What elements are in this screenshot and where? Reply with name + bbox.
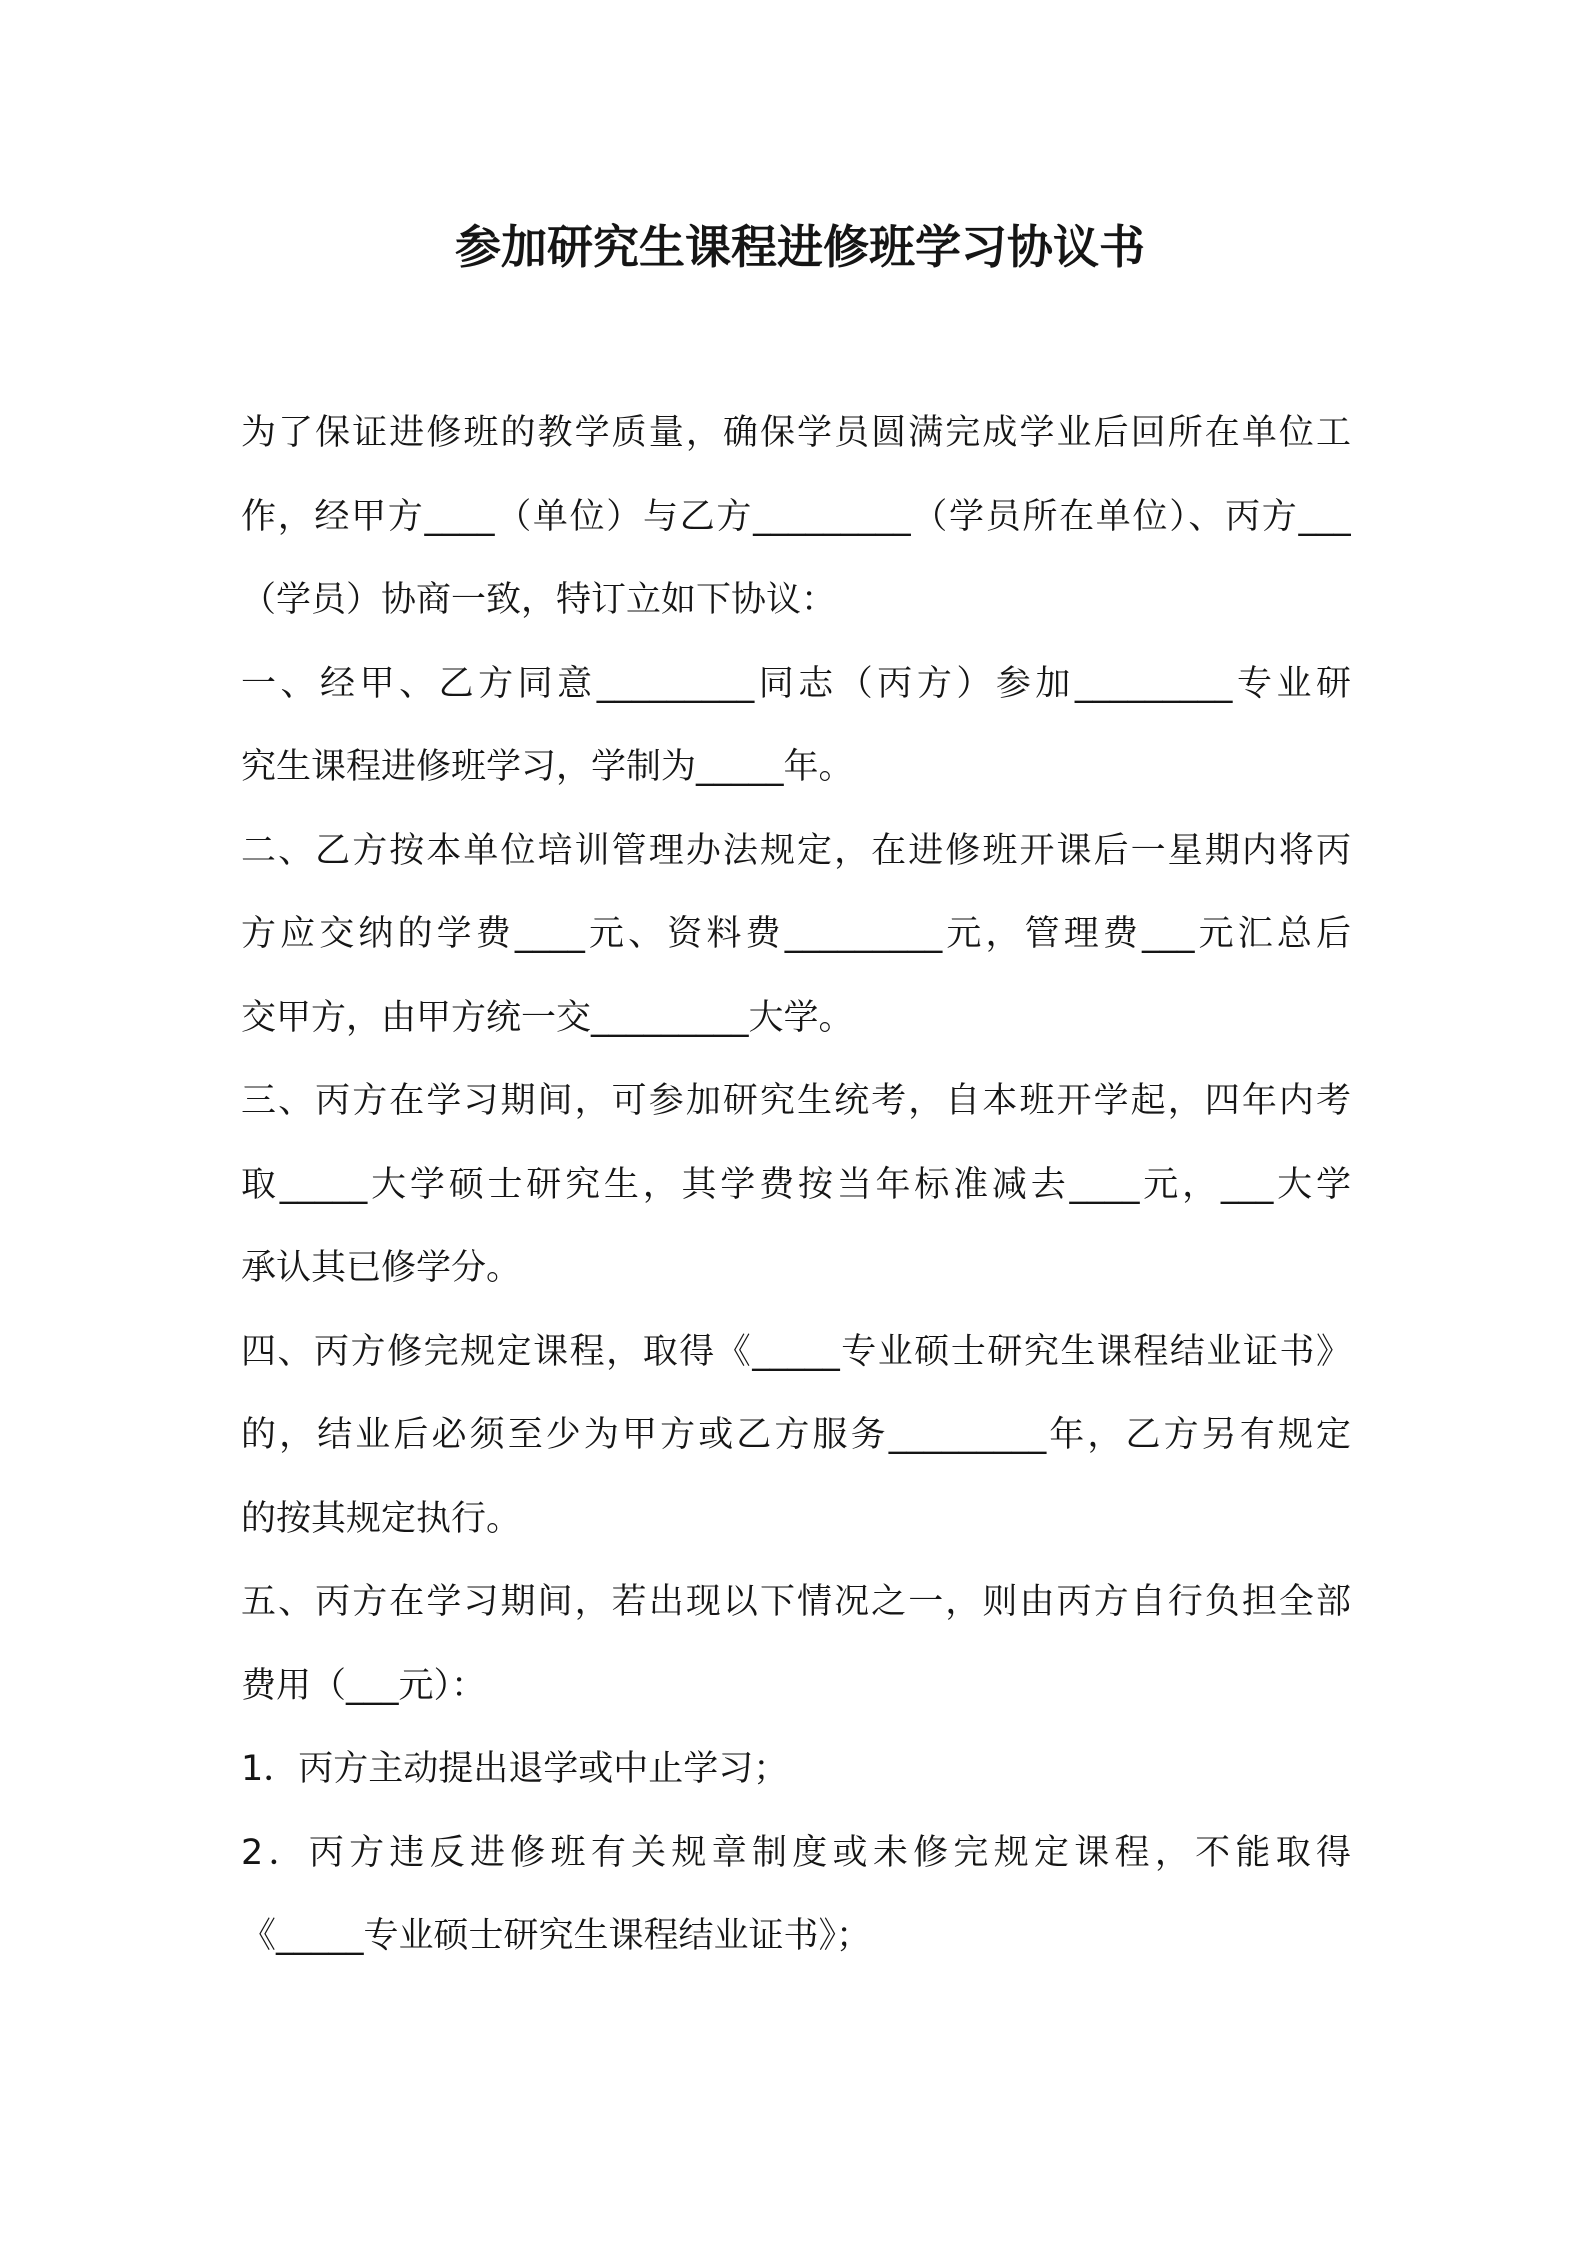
document-title: 参加研究生课程进修班学习协议书 bbox=[455, 220, 1145, 274]
paragraph-line: 交甲方，由甲方统一交_________大学。 bbox=[241, 997, 854, 1038]
clause-1 bbox=[241, 643, 1351, 810]
paragraph-line: （学员）协商一致，特订立如下协议： bbox=[241, 580, 837, 620]
paragraph-line: 的，结业后必须至少为甲方或乙方服务_________年，乙方另有规定 bbox=[241, 1415, 1351, 1455]
paragraph-line: 2．丙方违反进修班有关规章制度或未修完规定课程，不能取得 bbox=[241, 1832, 1351, 1873]
paragraph-line: 方应交纳的学费____元、资料费_________元，管理费___元汇总后 bbox=[241, 914, 1351, 954]
paragraph-line: 五、丙方在学习期间，若出现以下情况之一，则由丙方自行负担全部 bbox=[241, 1582, 1351, 1622]
paragraph-line: 费用（___元）： bbox=[241, 1665, 487, 1706]
paragraph-line: 1．丙方主动提出退学或中止学习； bbox=[241, 1749, 789, 1789]
paragraph-line: 三、丙方在学习期间，可参加研究生统考，自本班开学起，四年内考 bbox=[241, 1081, 1351, 1121]
clause-4 bbox=[241, 1311, 1351, 1562]
clause-5 bbox=[241, 1561, 1351, 1728]
paragraph-line: 承认其已修学分。 bbox=[241, 1248, 522, 1288]
paragraph-line: 的按其规定执行。 bbox=[241, 1498, 522, 1539]
paragraph-line: 作，经甲方____（单位）与乙方_________（学员所在单位）、丙方___ bbox=[241, 496, 1351, 537]
paragraph-line: 一、经甲、乙方同意_________同志（丙方）参加_________专业研 bbox=[241, 663, 1351, 704]
clause-5-item-2 bbox=[241, 1812, 1351, 1979]
document-body bbox=[241, 392, 1351, 1979]
paragraph-line: 取_____大学硕士研究生，其学费按当年标准减去____元，___大学 bbox=[241, 1164, 1351, 1205]
clause-3 bbox=[241, 1060, 1351, 1311]
paragraph-line: 二、乙方按本单位培训管理办法规定，在进修班开课后一星期内将丙 bbox=[241, 830, 1351, 871]
paragraph-line: 《_____专业硕士研究生课程结业证书》； bbox=[241, 1916, 872, 1956]
paragraph-intro bbox=[241, 392, 1351, 643]
clause-5-item-1 bbox=[241, 1728, 1351, 1812]
paragraph-line: 为了保证进修班的教学质量，确保学员圆满完成学业后回所在单位工 bbox=[241, 413, 1351, 453]
paragraph-line: 究生课程进修班学习，学制为_____年。 bbox=[241, 747, 854, 787]
clause-2 bbox=[241, 810, 1351, 1061]
paragraph-line: 四、丙方修完规定课程，取得《_____专业硕士研究生课程结业证书》 bbox=[241, 1331, 1351, 1372]
